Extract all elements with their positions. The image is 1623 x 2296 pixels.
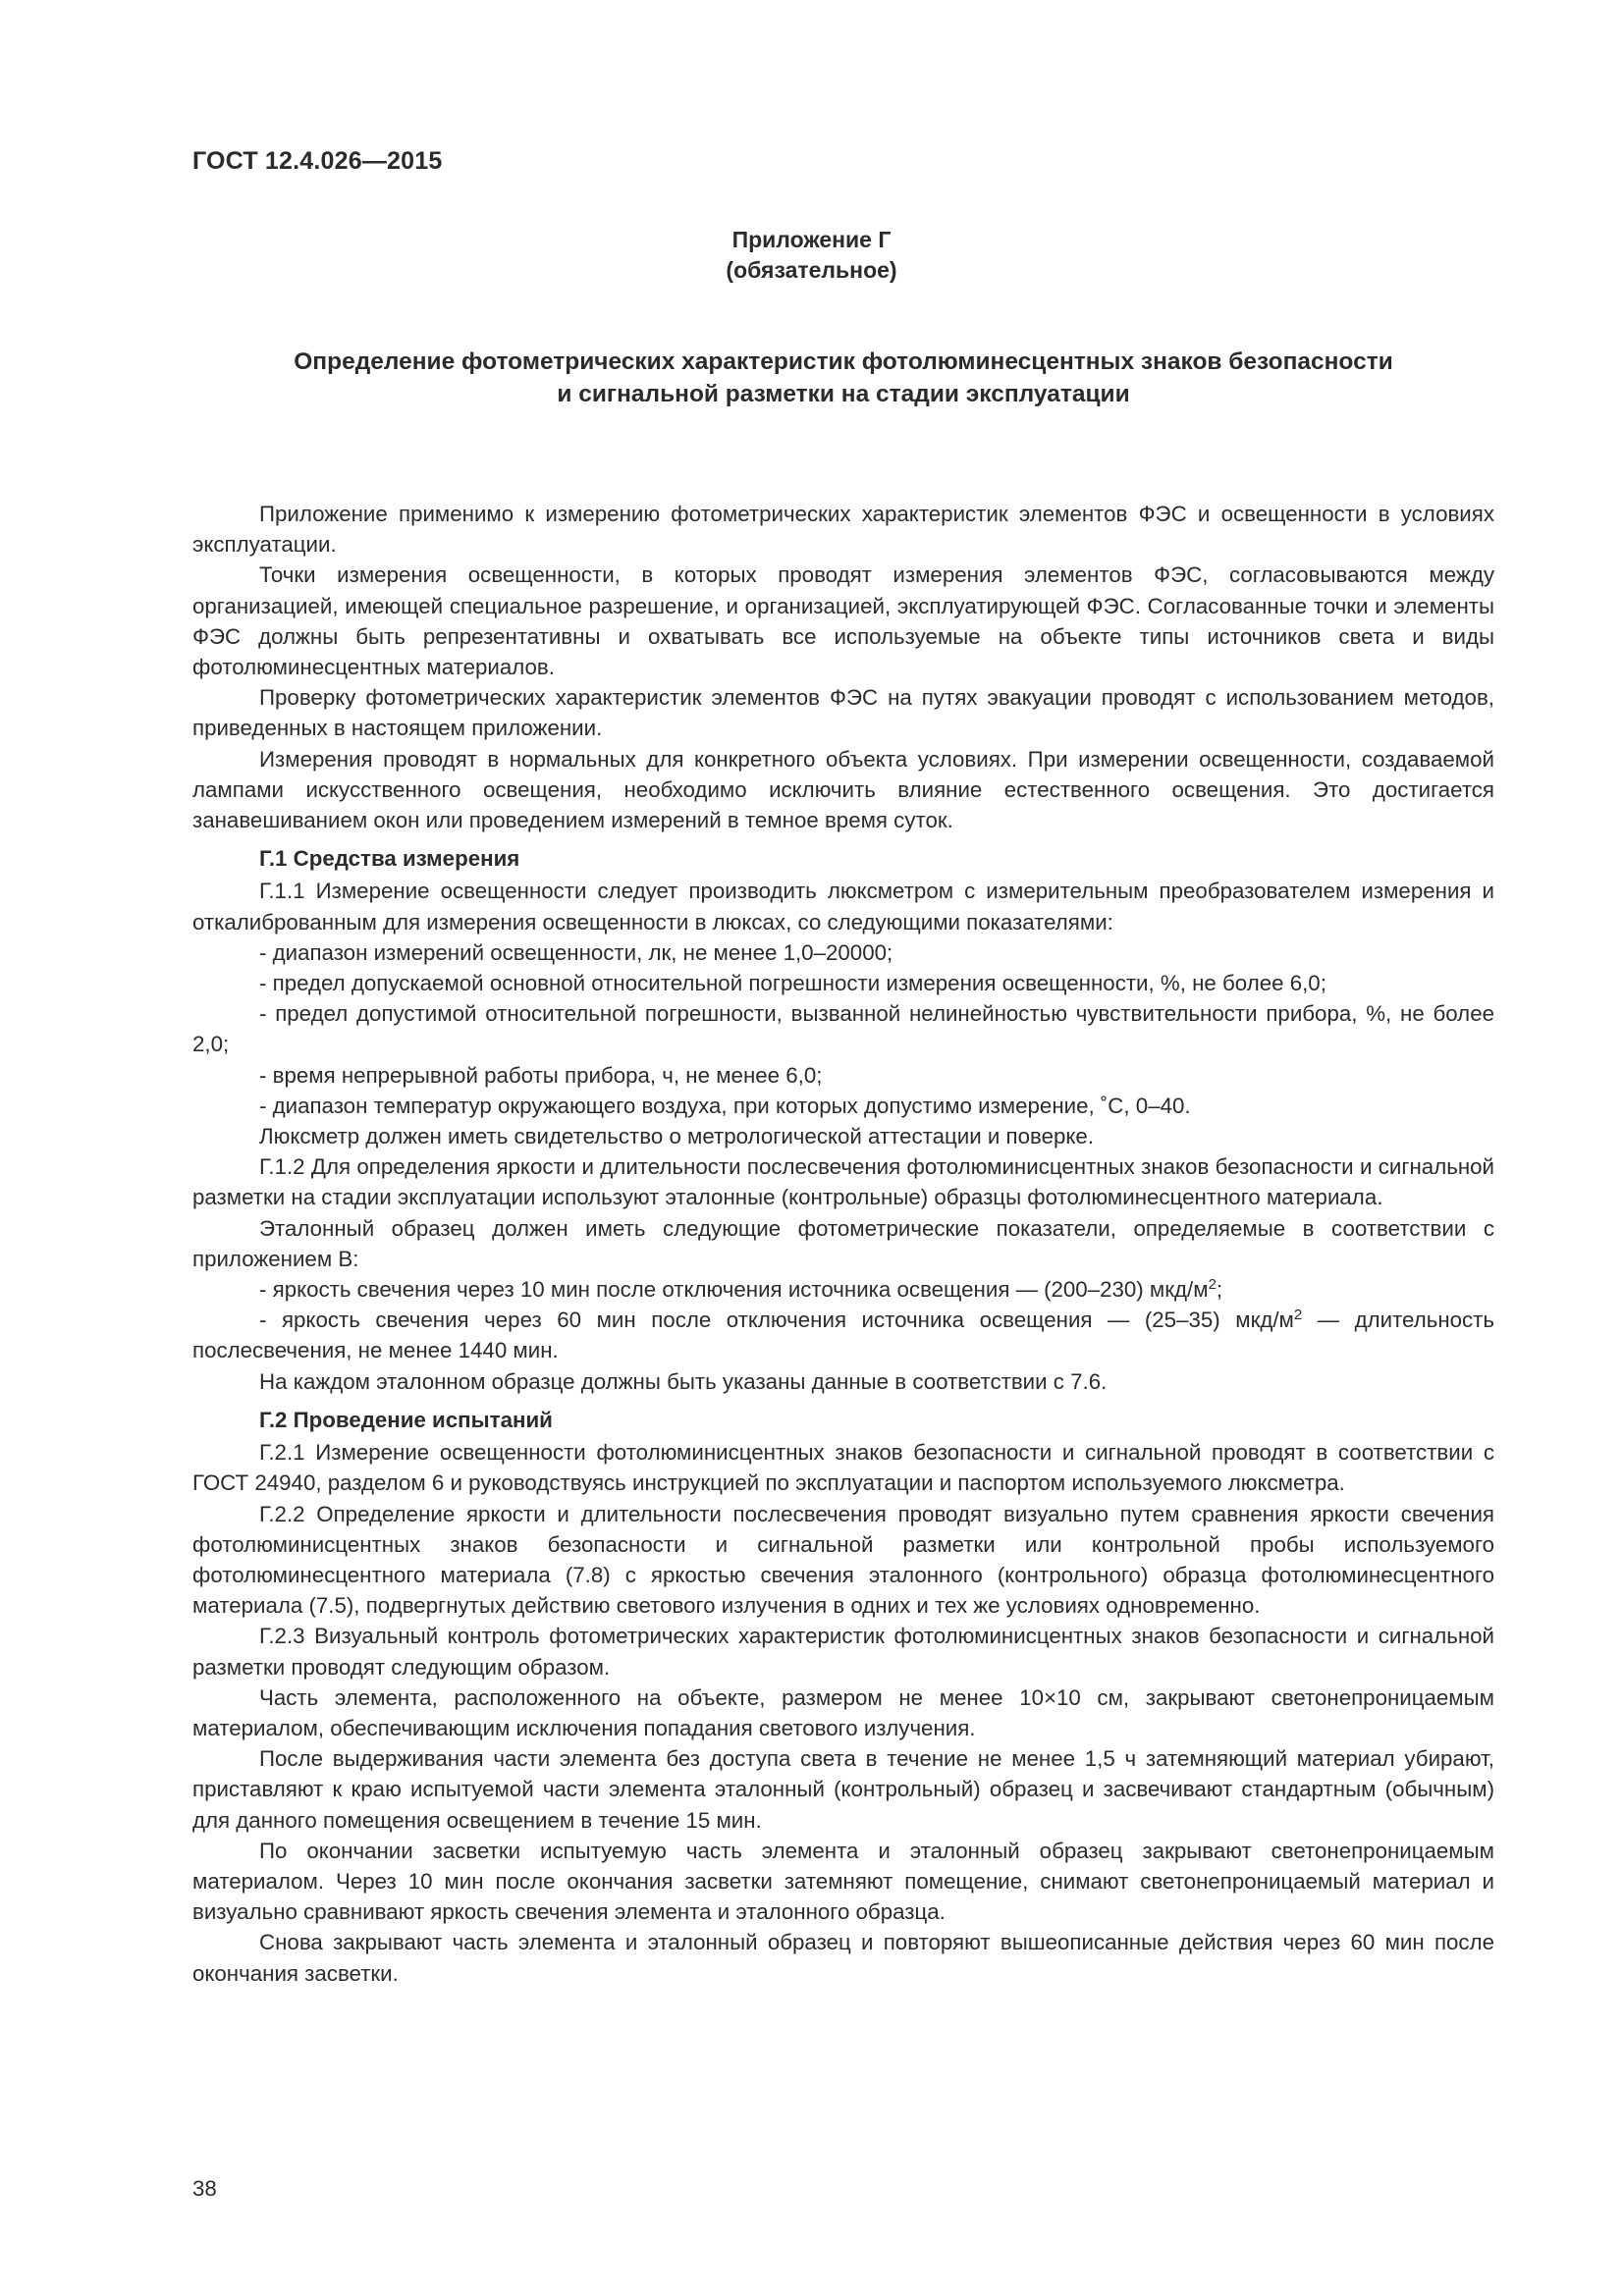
intro-paragraph: Приложение применимо к измерению фотометрических характеристик элементов ФЭС и освещенности в условиях эксплуатации. (192, 502, 1494, 558)
list-item-text-end: — длительность послесвечения, не менее 1440 мин. (192, 1308, 1495, 1363)
list-item-text: - яркость свечения через 60 мин после отключения источника освещения — (25–35) мкд/м (259, 1308, 1294, 1333)
superscript: 2 (1293, 1307, 1303, 1324)
clause-g-1-1: Г.1.1 Измерение освещенности следует производить люксметром с измерительным преобразователем измерения и откалиброванным для измерения освещенности в люксах, со следующими показателями: (192, 879, 1494, 934)
list-item: - предел допускаемой основной относительной погрешности измерения освещенности, %, не более 6,0; (259, 971, 1326, 996)
list-item-brightness-10-min (192, 1274, 1494, 1305)
list-item-text-end: ; (1216, 1277, 1223, 1303)
intro-paragraph: Измерения проводят в нормальных для конкретного объекта условиях. При измерении освещенности, создаваемой лампами искусственного освещения, необходимо исключить влияние естественного освещения. Это достигается занавешиванием окон или проведением измерений в темное время суток. (192, 746, 1494, 833)
luxmeter-certificate-paragraph: Люксметр должен иметь свидетельство о метрологической аттестации и поверке. (259, 1124, 1095, 1149)
clause-g-2-1: Г.2.1 Измерение освещенности фотолюминисцентных знаков безопасности и сигнальной проводят в соответствии с ГОСТ 24940, разделом 6 и руководствуясь инструкцией по эксплуатации и паспортом используемого люксметра. (192, 1440, 1494, 1496)
list-item: - диапазон температур окружающего воздуха, при которых допустимо измерение, ˚С, 0–40. (259, 1093, 1191, 1118)
section-heading-testing: Г.2 Проведение испытаний (259, 1407, 553, 1432)
clause-g-1-2: Г.1.2 Для определения яркости и длительности послесвечения фотолюминисцентных знаков безопасности и сигнальной разметки на стадии эксплуатации используют эталонные (контрольные) образцы фотолюминесцентного материала. (192, 1154, 1494, 1210)
annex-status: (обязательное) (726, 257, 897, 283)
test-step-paragraph: По окончании засветки испытуемую часть элемента и эталонный образец закрывают светонепроницаемым материалом. Через 10 мин после окончания засветки затемняют помещение, снимают светонепроницаемый материал и визуально сравнивают яркость свечения элемента и эталонного образца. (192, 1838, 1494, 1925)
test-step-paragraph: Снова закрывают часть элемента и эталонный образец и повторяют вышеописанные действия через 60 мин после окончания засветки. (192, 1930, 1494, 1986)
appendix-title-line-1: Определение фотометрических характеристик фотолюминесцентных знаков безопасности (294, 348, 1393, 375)
document-code: ГОСТ 12.4.026—2015 (192, 147, 443, 175)
intro-paragraph: Проверку фотометрических характеристик элементов ФЭС на путях эвакуации проводят с использованием методов, приведенных в настоящем приложении. (192, 685, 1494, 741)
test-step-paragraph: Часть элемента, расположенного на объекте, размером не менее 10×10 см, закрывают светонепроницаемым материалом, обеспечивающим исключения попадания светового излучения. (192, 1684, 1494, 1740)
appendix-title-line-2: и сигнальной разметки на стадии эксплуатации (557, 381, 1130, 407)
reference-sample-paragraph: Эталонный образец должен иметь следующие фотометрические показатели, определяемые в соответствии с приложением В: (192, 1215, 1494, 1271)
clause-g-2-2: Г.2.2 Определение яркости и длительности послесвечения проводят визуально путем сравнения яркости свечения фотолюминисцентных знаков безопасности и сигнальной разметки или контрольной пробы используемого фотолюминесцентного материала (7.8) с яркостью свечения эталонного (контрольного) образца фотолюминесцентного материала (7.5), подвергнутых действию светового излучения в одних и тех же условиях одновременно. (192, 1501, 1494, 1619)
list-item: - предел допустимой относительной погрешности, вызванной нелинейностью чувствительности прибора, %, не более 2,0; (192, 1001, 1494, 1057)
intro-paragraph: Точки измерения освещенности, в которых проводят измерения элементов ФЭС, согласовываются между организацией, имеющей специальное разрешение, и организацией, эксплуатирующей ФЭС. Согласованные точки и элементы ФЭС должны быть репрезентативны и охватывать все используемые на объекте типы источников света и виды фотолюминесцентных материалов. (192, 562, 1494, 680)
superscript: 2 (1208, 1276, 1217, 1294)
appendix-title (192, 346, 1494, 410)
list-item: - время непрерывной работы прибора, ч, не менее 6,0; (259, 1062, 823, 1088)
annex-header (0, 225, 1623, 286)
list-item: - диапазон измерений освещенности, лк, не менее 1,0–20000; (259, 939, 893, 965)
clause-g-2-3: Г.2.3 Визуальный контроль фотометрических характеристик фотолюминисцентных знаков безопасности и сигнальной разметки проводят следующим образом. (192, 1624, 1494, 1680)
list-item-brightness-60-min (192, 1305, 1494, 1365)
section-heading-measuring-instruments: Г.1 Средства измерения (259, 846, 520, 872)
list-item-text: - яркость свечения через 10 мин после отключения источника освещения — (200–230) мкд/м (259, 1277, 1209, 1303)
page-number: 38 (192, 2176, 217, 2201)
sample-marking-paragraph: На каждом эталонном образце должны быть указаны данные в соответствии с 7.6. (259, 1368, 1108, 1394)
body-text (192, 499, 1494, 1989)
annex-title: Приложение Г (731, 227, 892, 252)
test-step-paragraph: После выдерживания части элемента без доступа света в течение не менее 1,5 ч затемняющий материал убирают, приставляют к краю испытуемой части элемента эталонный (контрольный) образец и засвечивают стандартным (обычным) для данного помещения освещением в течение 15 мин. (192, 1746, 1494, 1833)
